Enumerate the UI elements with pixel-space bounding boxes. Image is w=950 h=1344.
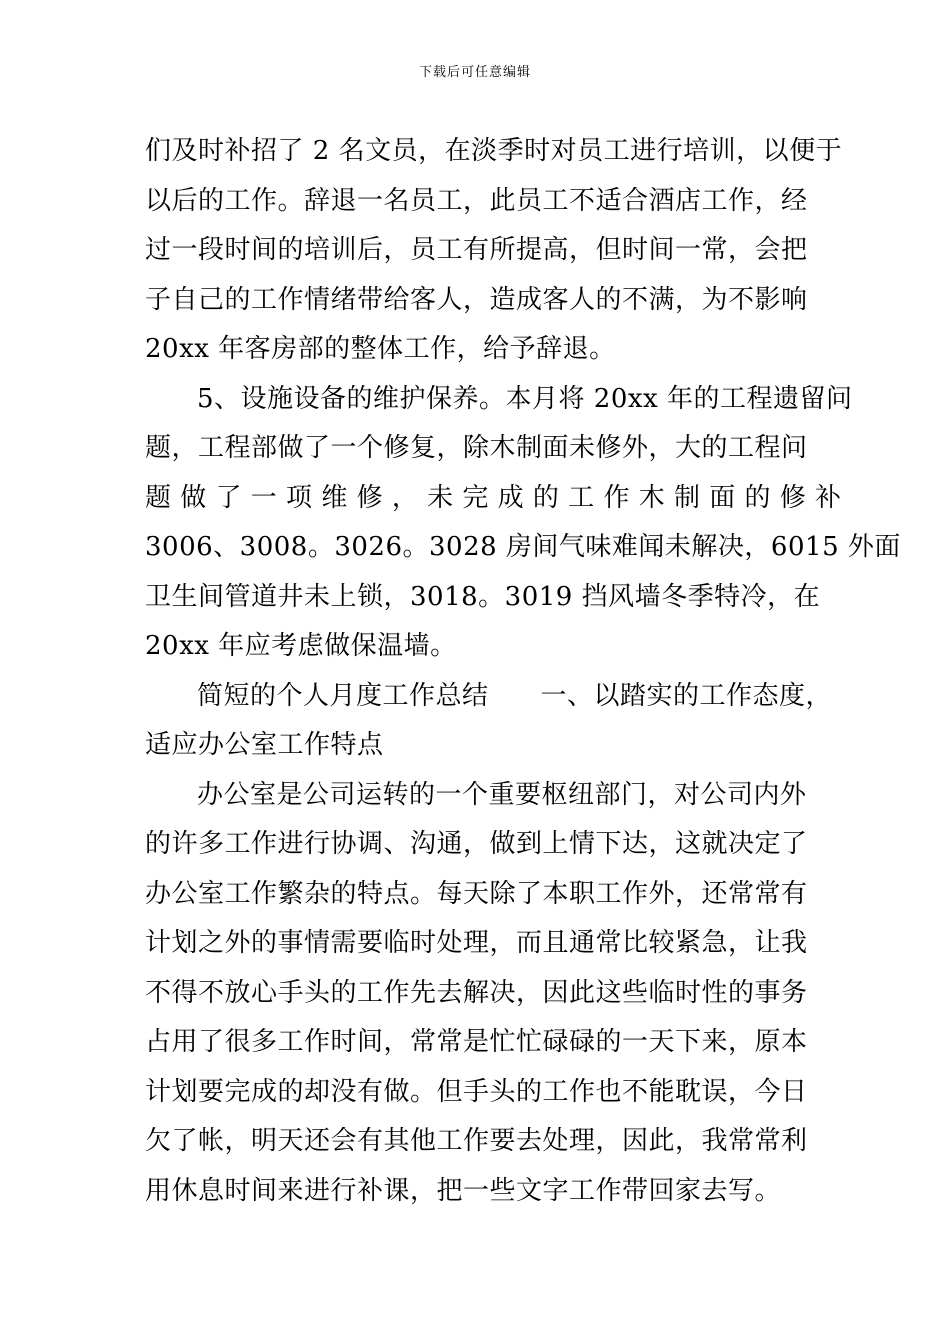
section-title: 简短的个人月度工作总结 [197,680,489,711]
text-line: 们及时补招了 2 名文员，在淡季时对员工进行培训，以便于 [145,136,843,166]
document-body [145,127,901,1216]
text-line: 子自己的工作情绪带给客人，造成客人的不满，为不影响 [145,284,808,315]
text-line: 卫生间管道井未上锁，3018。3019 挡风墙冬季特冷，在 [145,581,821,612]
text-line: 20xx 年客房部的整体工作，给予辞退。 [145,334,616,364]
text-line: 题 做 了 一 项 维 修 ， 未 完 成 的 工 作 木 制 面 的 修 补 [145,482,842,513]
text-line: 办公室工作繁杂的特点。每天除了本职工作外，还常常有 [145,878,808,909]
text-line: 不得不放心手头的工作先去解决，因此这些临时性的事务 [145,977,808,1008]
text-line: 过一段时间的培训后，员工有所提高，但时间一常，会把 [145,235,808,265]
text-line: 计划之外的事情需要临时处理，而且通常比较紧急，让我 [145,928,808,958]
text-line: 欠了帐，明天还会有其他工作要去处理，因此，我常常利 [145,1126,808,1156]
text-line: 的许多工作进行协调、沟通，做到上情下达，这就决定了 [145,829,808,859]
text-line: 20xx 年应考虑做保温墙。 [145,631,457,661]
section-heading-line [145,672,833,722]
text-line: 题，工程部做了一个修复，除木制面未修外，大的工程问 [145,433,808,463]
page-header: 下载后可任意编辑 [418,65,531,80]
paragraph-start-line: 办公室是公司运转的一个重要枢纽部门，对公司内外 [197,779,807,810]
text-line: 计划要完成的却没有做。但手头的工作也不能耽误，今日 [145,1076,808,1107]
section-subtitle: 一、以踏实的工作态度， [540,680,833,711]
text-line: 占用了很多工作时间，常常是忙忙碌碌的一天下来，原本 [145,1027,808,1057]
text-line: 用休息时间来进行补课，把一些文字工作带回家去写。 [145,1175,782,1206]
text-line: 以后的工作。辞退一名员工，此员工不适合酒店工作，经 [145,185,808,216]
paragraph-start-line: 5、设施设备的维护保养。本月将 20xx 年的工程遗留问 [197,383,853,414]
text-line: 适应办公室工作特点 [145,730,384,760]
text-line: 3006、3008。3026。3028 房间气味难闻未解决，6015 外面 [145,532,901,562]
